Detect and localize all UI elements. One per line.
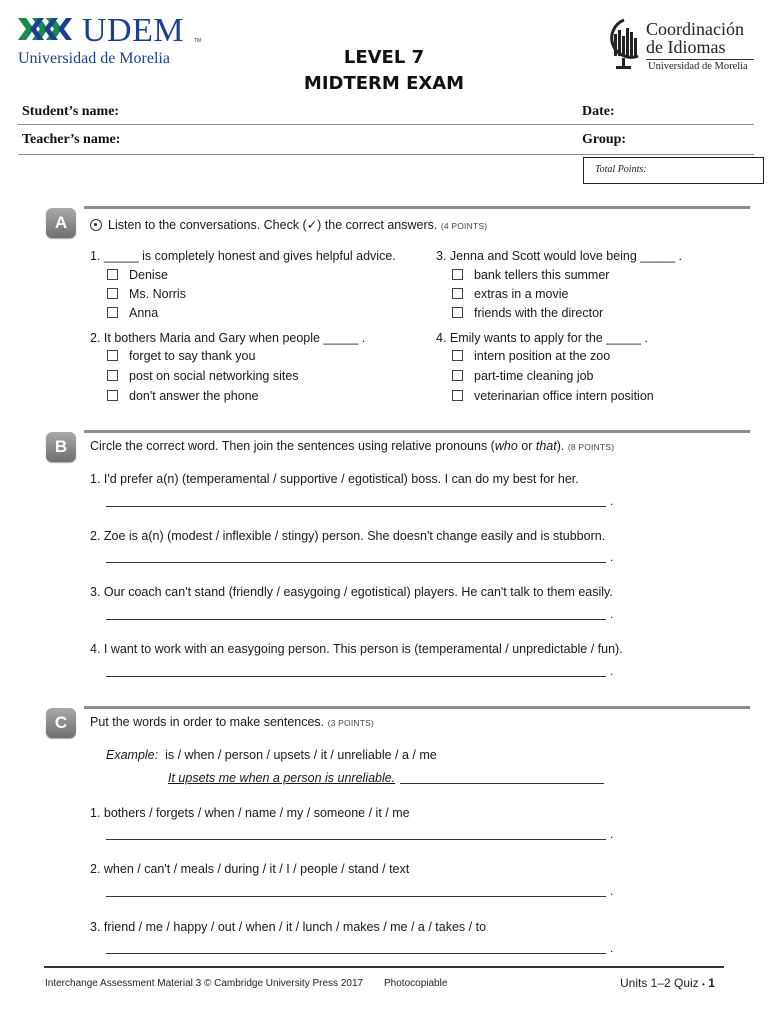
option-a2-1[interactable] (107, 349, 255, 363)
section-b-instruction (90, 439, 614, 453)
checkbox[interactable] (107, 269, 118, 280)
option-label: post on social networking sites (129, 369, 299, 383)
example-words: is / when / person / upsets / it / unreliable / a / me (165, 748, 437, 762)
checkbox[interactable] (452, 350, 463, 361)
section-b-divider (84, 430, 750, 433)
checkbox[interactable] (107, 390, 118, 401)
checkbox[interactable] (107, 307, 118, 318)
total-points-label: Total Points: (595, 164, 647, 175)
coordinacion-logo-line1: Coordinación (646, 19, 744, 39)
item-b3: 3. Our coach can't stand (friendly / easygoing / egotistical) players. He can't talk to them easily. (90, 585, 613, 599)
option-a4-3[interactable] (452, 389, 654, 403)
option-label: Ms. Norris (129, 287, 186, 301)
option-label: don't answer the phone (129, 389, 259, 403)
option-a2-2[interactable] (107, 369, 299, 383)
option-a1-1[interactable] (107, 268, 168, 282)
option-label: Denise (129, 268, 168, 282)
page-number: 1 (708, 976, 715, 990)
udem-logo-subtitle: Universidad de Morelia (18, 50, 170, 67)
option-a4-1[interactable] (452, 349, 610, 363)
checkbox[interactable] (107, 350, 118, 361)
checkbox[interactable] (452, 269, 463, 280)
coordinacion-logo (600, 14, 760, 78)
answer-line-b4[interactable] (106, 676, 606, 677)
option-a1-2[interactable] (107, 287, 186, 301)
footer-divider (44, 966, 724, 968)
teacher-name-label: Teacher’s name: (22, 132, 121, 147)
section-c-divider (84, 706, 750, 709)
answer-line-b2[interactable] (106, 562, 606, 563)
option-a2-3[interactable] (107, 389, 259, 403)
item-b2: 2. Zoe is a(n) (modest / inflexible / stingy) person. She doesn't change easily and is stubborn. (90, 529, 606, 543)
period: . (610, 494, 614, 508)
footer-quiz-label (620, 976, 715, 990)
option-a3-3[interactable] (452, 306, 603, 320)
example-underline (400, 783, 604, 784)
period: . (610, 884, 614, 898)
udem-emblem-icon (18, 16, 80, 42)
section-b-badge: B (46, 432, 76, 462)
section-c-points: (3 POINTS) (327, 718, 375, 728)
bullet: • (702, 980, 705, 989)
period: . (610, 607, 614, 621)
instruction-text: or (517, 439, 536, 453)
question-a2: 2. It bothers Maria and Gary when people _____ . (90, 331, 366, 345)
item-c1: 1. bothers / forgets / when / name / my / someone / it / me (90, 806, 410, 820)
question-a1: 1. _____ is completely honest and gives helpful advice. (90, 249, 396, 263)
answer-line-b1[interactable] (106, 506, 606, 507)
books-globe-icon (604, 16, 644, 74)
option-label: extras in a movie (474, 287, 569, 301)
instruction-text: Circle the correct word. Then join the sentences using relative pronouns ( (90, 439, 495, 453)
exam-level: LEVEL 7 (343, 47, 425, 68)
option-label: part-time cleaning job (474, 369, 594, 383)
section-a-instruction (90, 217, 487, 232)
question-a3: 3. Jenna and Scott would love being _____ . (436, 249, 683, 263)
udem-logo (18, 12, 218, 72)
section-b-points: (8 POINTS) (567, 442, 615, 452)
option-label: bank tellers this summer (474, 268, 610, 282)
option-a3-2[interactable] (452, 287, 568, 301)
item-c3: 3. friend / me / happy / out / when / it / lunch / makes / me / a / takes / to (90, 920, 487, 934)
checkbox[interactable] (452, 390, 463, 401)
answer-line-b3[interactable] (106, 619, 606, 620)
checkbox[interactable] (107, 370, 118, 381)
example-answer-text: It upsets me when a person is unreliable. (168, 771, 396, 785)
checkbox[interactable] (452, 370, 463, 381)
coordinacion-logo-line3: Universidad de Morelia (648, 61, 748, 72)
section-a-badge: A (46, 208, 76, 238)
section-a-instruction-text: Listen to the conversations. Check (✓) the correct answers. (108, 218, 438, 232)
group-label: Group: (582, 132, 627, 147)
period: . (610, 827, 614, 841)
item-c2: 2. when / can't / meals / during / it / I / people / stand / text (90, 862, 410, 876)
student-name-line[interactable] (18, 124, 754, 125)
quiz-units: Units 1–2 Quiz (620, 976, 699, 990)
option-a4-2[interactable] (452, 369, 594, 383)
example (106, 748, 437, 762)
period: . (610, 941, 614, 955)
option-label: Anna (129, 306, 159, 320)
answer-line-c2[interactable] (106, 896, 606, 897)
exam-title: MIDTERM EXAM (303, 73, 465, 94)
section-c-badge: C (46, 708, 76, 738)
checkbox[interactable] (107, 288, 118, 299)
student-name-label: Student’s name: (22, 104, 120, 119)
udem-logo-text: UDEM (82, 12, 185, 49)
option-label: forget to say thank you (129, 349, 256, 363)
date-label: Date: (582, 104, 615, 119)
period: . (610, 550, 614, 564)
teacher-name-line[interactable] (18, 154, 754, 155)
total-points-box[interactable] (583, 157, 764, 184)
question-a4: 4. Emily wants to apply for the _____ . (436, 331, 648, 345)
period: . (610, 664, 614, 678)
item-b1: 1. I'd prefer a(n) (temperamental / supportive / egotistical) boss. I can do my best for her. (90, 472, 579, 486)
answer-line-c1[interactable] (106, 839, 606, 840)
logo-divider (646, 59, 754, 60)
option-label: intern position at the zoo (474, 349, 611, 363)
section-a-points: (4 POINTS) (440, 221, 488, 231)
instruction-text: ). (556, 439, 565, 453)
instruction-text: Put the words in order to make sentences. (90, 715, 325, 729)
section-c-instruction (90, 715, 374, 729)
keyword-that: that (535, 439, 557, 453)
answer-line-c3[interactable] (106, 953, 606, 954)
example-label: Example: (106, 748, 159, 762)
keyword-who: who (494, 439, 518, 453)
footer-photocopiable: Photocopiable (384, 978, 448, 989)
option-a3-1[interactable] (452, 268, 609, 282)
footer-copyright: Interchange Assessment Material 3 © Cambridge University Press 2017 (45, 978, 364, 989)
coordinacion-logo-line2: de Idiomas (646, 37, 726, 57)
checkbox[interactable] (452, 288, 463, 299)
section-a-divider (84, 206, 750, 209)
checkbox[interactable] (452, 307, 463, 318)
option-label: veterinarian office intern position (474, 389, 654, 403)
option-a1-3[interactable] (107, 306, 158, 320)
item-b4: 4. I want to work with an easygoing person. This person is (temperamental / unpredictable / fun). (90, 642, 623, 656)
audio-cd-icon (90, 219, 102, 231)
example-answer (168, 771, 395, 785)
option-label: friends with the director (474, 306, 604, 320)
trademark: TM (194, 38, 202, 44)
